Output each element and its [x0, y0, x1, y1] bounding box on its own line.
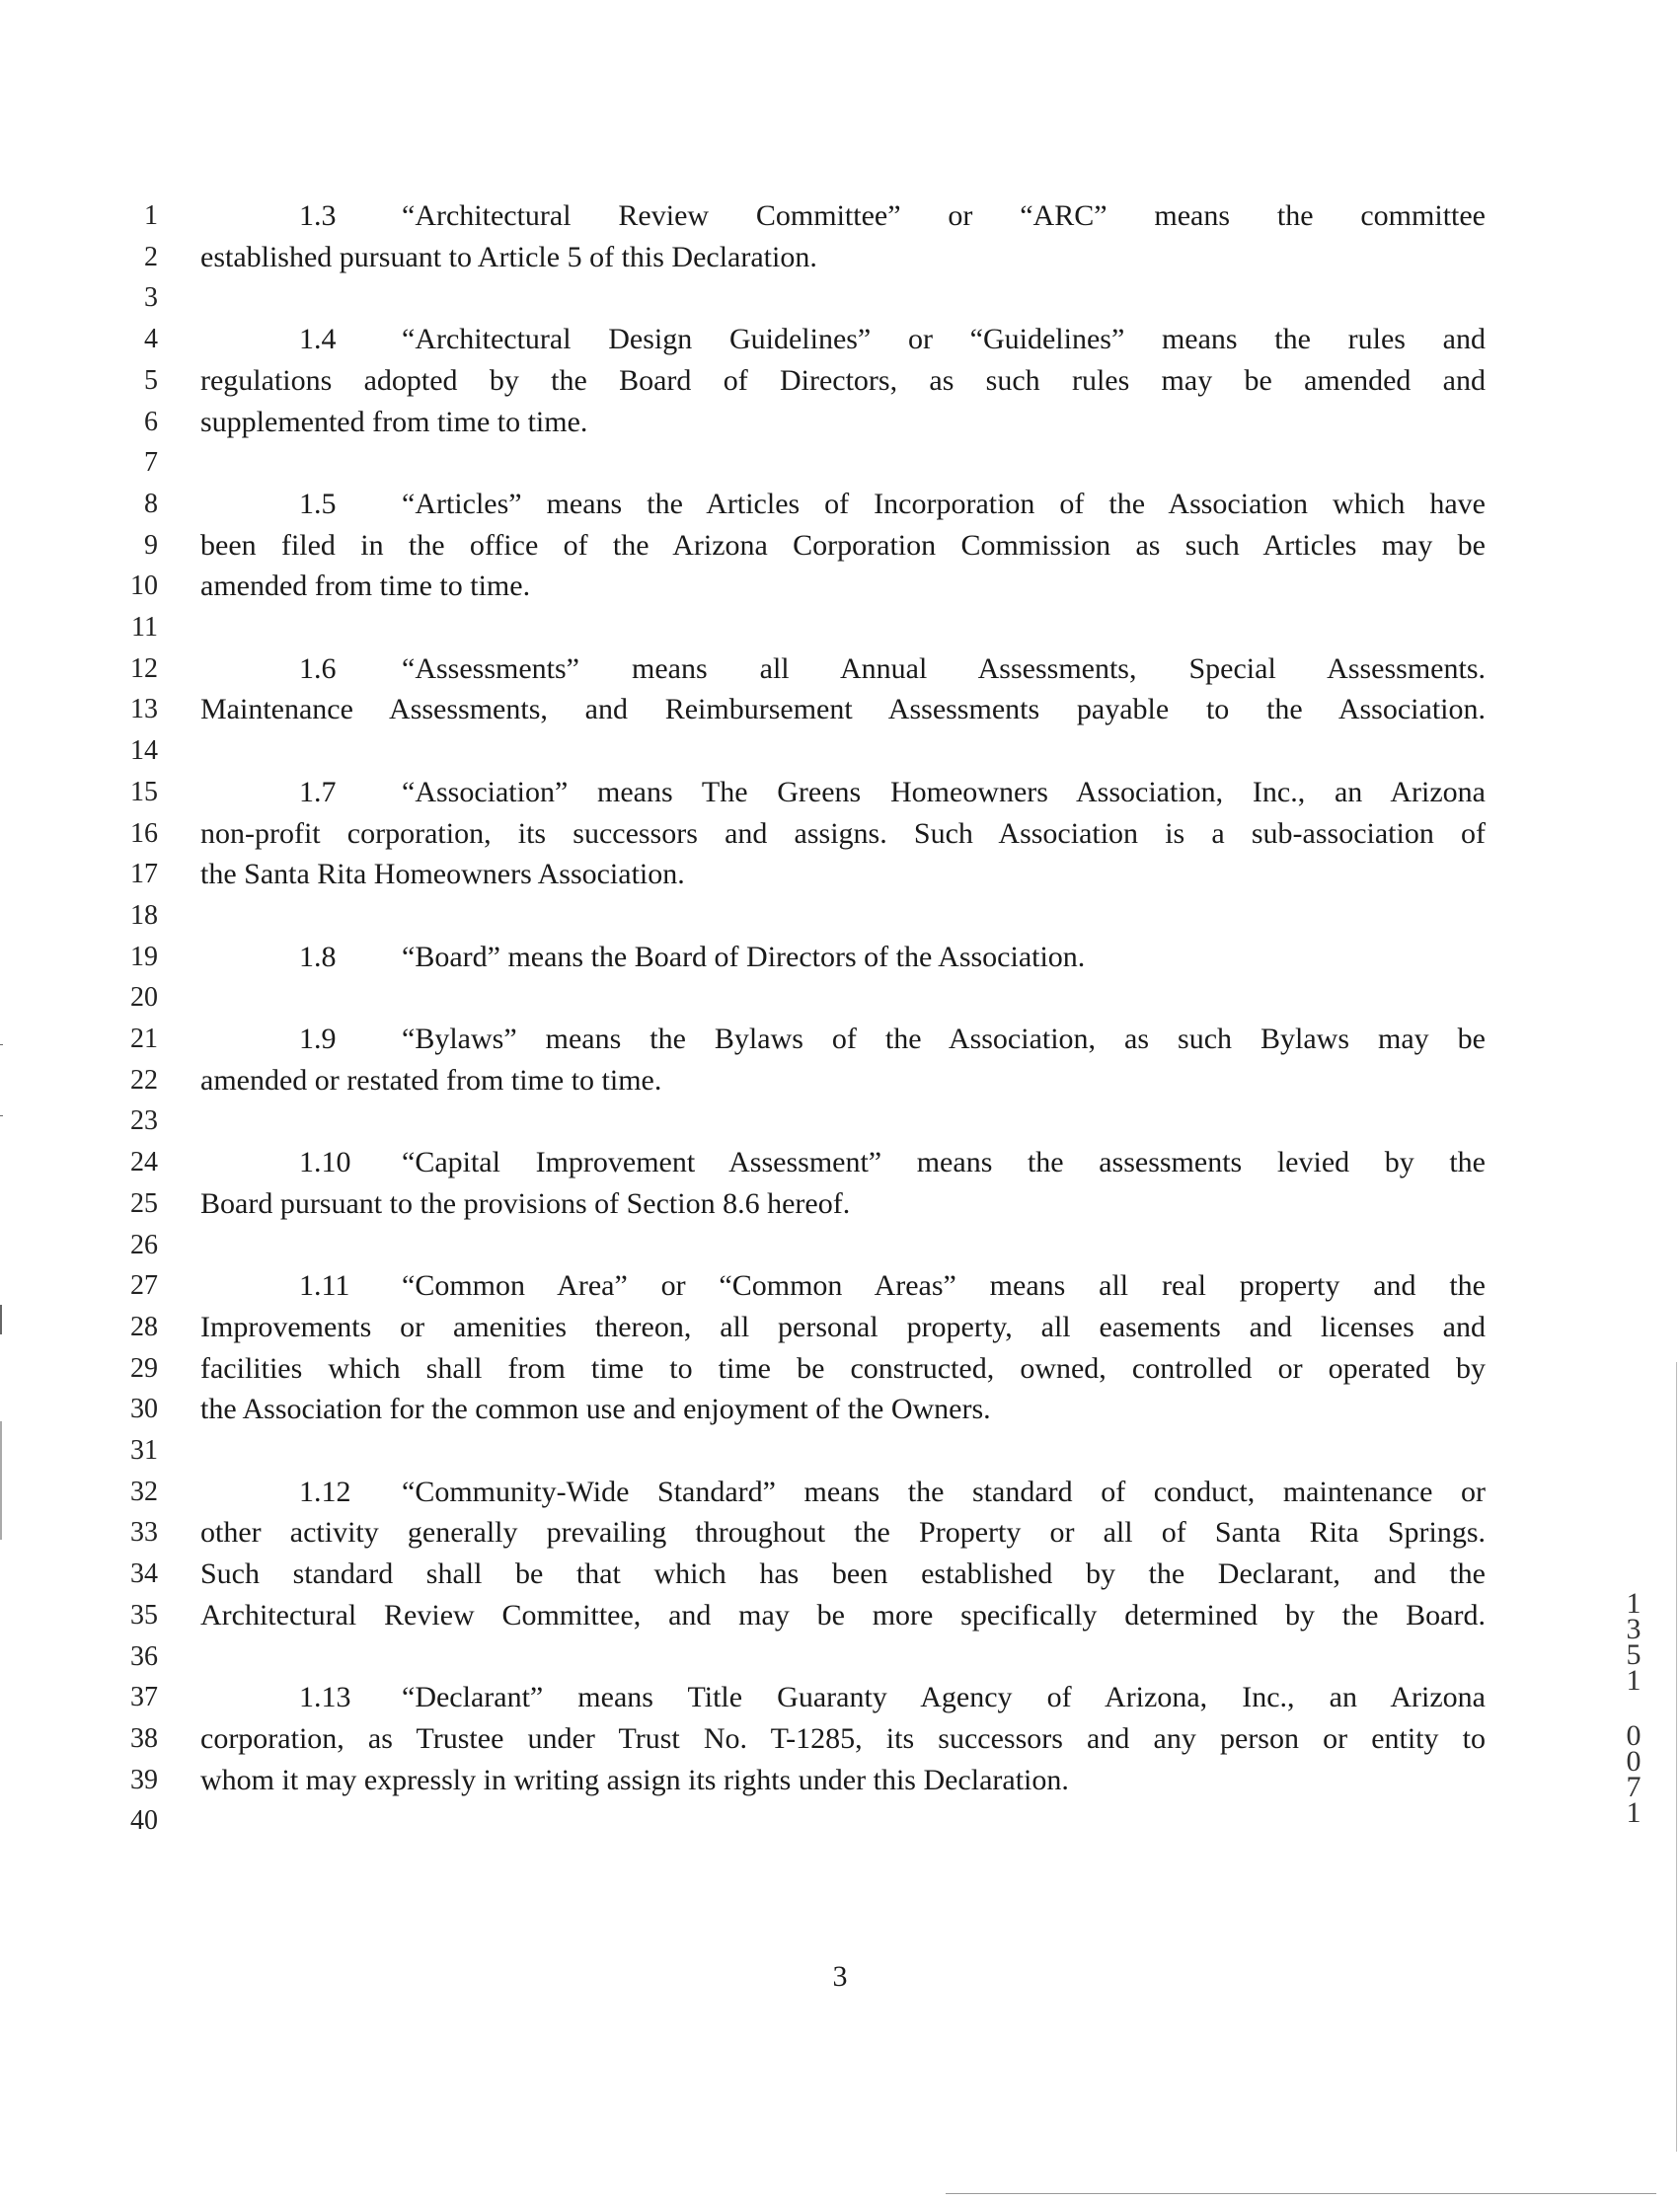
line-text: supplemented from time to time.: [200, 405, 588, 438]
line-number: 11: [131, 612, 158, 643]
line-number: 23: [130, 1105, 158, 1137]
recording-stamp: [1619, 1587, 1648, 1829]
line-number: 40: [130, 1805, 158, 1837]
line-number: 1: [144, 200, 158, 231]
line-number: 18: [130, 899, 158, 931]
scan-mark: [0, 1305, 2, 1334]
line-text: Architectural Review Committee, and may be more specifically determined by the Board.: [200, 1598, 1486, 1632]
line-number: 14: [130, 735, 158, 767]
line-text: whom it may expressly in writing assign its rights under this Declaration.: [200, 1763, 1069, 1796]
line-number: 19: [130, 941, 158, 972]
section-heading-line: [200, 484, 1486, 525]
section-heading-line: [200, 1142, 1486, 1183]
line-number: 13: [130, 694, 158, 725]
text-line: [200, 1389, 1486, 1430]
text-line: [200, 1760, 1486, 1801]
text-line: [200, 1718, 1486, 1760]
section-heading-line: [200, 1472, 1486, 1513]
text-line: [200, 360, 1486, 402]
line-text: “Common Area” or “Common Areas” means all real property and the: [402, 1269, 1486, 1303]
line-text: “Architectural Review Committee” or “ARC” means the committee: [402, 199, 1486, 232]
line-number: 33: [130, 1517, 158, 1549]
stamp-digit: 1: [1626, 1664, 1642, 1697]
scan-mark: [0, 1115, 3, 1116]
section-number: 1.9: [299, 1023, 337, 1055]
page-number: 3: [832, 1960, 848, 1993]
text-line: [200, 237, 1486, 278]
line-number: 32: [130, 1476, 158, 1507]
line-number: 8: [144, 488, 158, 519]
line-text: been filed in the office of the Arizona Corporation Commission as such Articles may be: [200, 528, 1486, 562]
text-line: [200, 566, 1486, 607]
section-number: 1.11: [299, 1269, 350, 1303]
text-line: [200, 1348, 1486, 1390]
line-number: 24: [130, 1147, 158, 1178]
line-text: regulations adopted by the Board of Directors, as such rules may be amended and: [200, 363, 1486, 397]
scan-mark: [0, 1421, 2, 1540]
text-line: [200, 1307, 1486, 1348]
section-number: 1.4: [299, 323, 337, 356]
line-number: 16: [130, 817, 158, 849]
line-number: 26: [130, 1229, 158, 1260]
scan-mark: [946, 2193, 1656, 2194]
section-number: 1.3: [299, 199, 337, 232]
text-line: [200, 402, 1486, 443]
line-number: 28: [130, 1311, 158, 1342]
section-heading-line: [200, 1677, 1486, 1718]
text-line: [200, 1554, 1486, 1595]
line-number: 12: [130, 652, 158, 684]
line-number: 9: [144, 529, 158, 561]
line-number: 37: [130, 1682, 158, 1713]
line-text: “Community-Wide Standard” means the standard of conduct, maintenance or: [402, 1475, 1486, 1508]
line-text: “Bylaws” means the Bylaws of the Association, as such Bylaws may be: [402, 1023, 1486, 1055]
line-text: the Santa Rita Homeowners Association.: [200, 858, 685, 891]
section-number: 1.12: [299, 1475, 351, 1508]
line-text: “Assessments” means all Annual Assessments, Special Assessments.: [402, 651, 1486, 685]
line-text: “Capital Improvement Assessment” means the assessments levied by the: [402, 1146, 1486, 1179]
line-number: 15: [130, 776, 158, 807]
line-number: 7: [144, 447, 158, 479]
text-line: [200, 689, 1486, 730]
line-text: “Articles” means the Articles of Incorporation of the Association which have: [402, 487, 1486, 520]
stamp-digit: 7: [1626, 1771, 1642, 1803]
line-number: 10: [130, 570, 158, 602]
line-number: 6: [144, 406, 158, 437]
line-number: 5: [144, 364, 158, 396]
text-line: [200, 813, 1486, 855]
section-heading-line: [200, 648, 1486, 690]
line-text: “Association” means The Greens Homeowners Association, Inc., an Arizona: [402, 775, 1486, 808]
line-text: “Declarant” means Title Guaranty Agency of Arizona, Inc., an Arizona: [402, 1681, 1486, 1714]
line-number: 2: [144, 241, 158, 272]
scan-mark: [1676, 1362, 1677, 2152]
line-text: Improvements or amenities thereon, all personal property, all easements and licenses and: [200, 1310, 1486, 1343]
line-number: 21: [130, 1024, 158, 1054]
section-number: 1.5: [299, 487, 337, 520]
line-number: 34: [130, 1558, 158, 1590]
line-number: 31: [130, 1435, 158, 1466]
line-number: 25: [130, 1187, 158, 1219]
line-text: other activity generally prevailing throughout the Property or all of Santa Rita Springs.: [200, 1516, 1486, 1550]
section-heading-line: [200, 772, 1486, 813]
line-number: 30: [130, 1394, 158, 1425]
line-number: 39: [130, 1764, 158, 1795]
text-line: [200, 1060, 1486, 1101]
line-text: Such standard shall be that which has been established by the Declarant, and the: [200, 1557, 1486, 1591]
section-heading-line: [200, 937, 1486, 978]
stamp-digit: 1: [1626, 1587, 1642, 1620]
stamp-digit: 0: [1626, 1719, 1642, 1752]
line-text: Maintenance Assessments, and Reimbursement Assessments payable to the Association.: [200, 693, 1486, 726]
section-number: 1.7: [299, 775, 337, 808]
text-line: [200, 1595, 1486, 1636]
line-number: 20: [130, 982, 158, 1014]
stamp-digit: 1: [1626, 1796, 1642, 1829]
text-line: [200, 525, 1486, 567]
line-number: 17: [130, 859, 158, 890]
text-line: [200, 1183, 1486, 1225]
section-heading-line: [200, 1019, 1486, 1060]
stamp-digit: 0: [1626, 1745, 1642, 1778]
line-number: 27: [130, 1270, 158, 1302]
section-heading-line: [200, 1265, 1486, 1307]
line-number: 4: [144, 324, 158, 355]
line-text: facilities which shall from time to time be constructed, owned, controlled or operated by: [200, 1351, 1486, 1385]
section-number: 1.10: [299, 1146, 351, 1179]
line-text: non-profit corporation, its successors and assigns. Such Association is a sub-association of: [200, 816, 1486, 850]
line-text: “Architectural Design Guidelines” or “Guidelines” means the rules and: [402, 323, 1486, 356]
line-text: corporation, as Trustee under Trust No. T-1285, its successors and any person or entity to: [200, 1721, 1486, 1755]
text-line: [200, 1512, 1486, 1554]
stamp-digit: 5: [1626, 1638, 1642, 1671]
line-text: “Board” means the Board of Directors of the Association.: [402, 940, 1086, 973]
line-text: established pursuant to Article 5 of this Declaration.: [200, 240, 817, 273]
section-number: 1.8: [299, 940, 337, 973]
scan-mark: [0, 1044, 3, 1045]
line-number: 36: [130, 1640, 158, 1672]
section-heading-line: [200, 319, 1486, 360]
line-text: amended from time to time.: [200, 569, 531, 603]
line-text: amended or restated from time to time.: [200, 1063, 662, 1097]
stamp-digit: 3: [1626, 1613, 1642, 1645]
section-number: 1.6: [299, 651, 337, 685]
line-number: 22: [130, 1064, 158, 1096]
line-number: 38: [130, 1722, 158, 1754]
text-line: [200, 854, 1486, 895]
line-number: 35: [130, 1599, 158, 1631]
line-number: 3: [144, 282, 158, 314]
section-heading-line: [200, 195, 1486, 237]
line-number: 29: [130, 1352, 158, 1384]
line-text: the Association for the common use and enjoyment of the Owners.: [200, 1393, 991, 1426]
line-text: Board pursuant to the provisions of Section 8.6 hereof.: [200, 1186, 851, 1220]
section-number: 1.13: [299, 1681, 351, 1714]
